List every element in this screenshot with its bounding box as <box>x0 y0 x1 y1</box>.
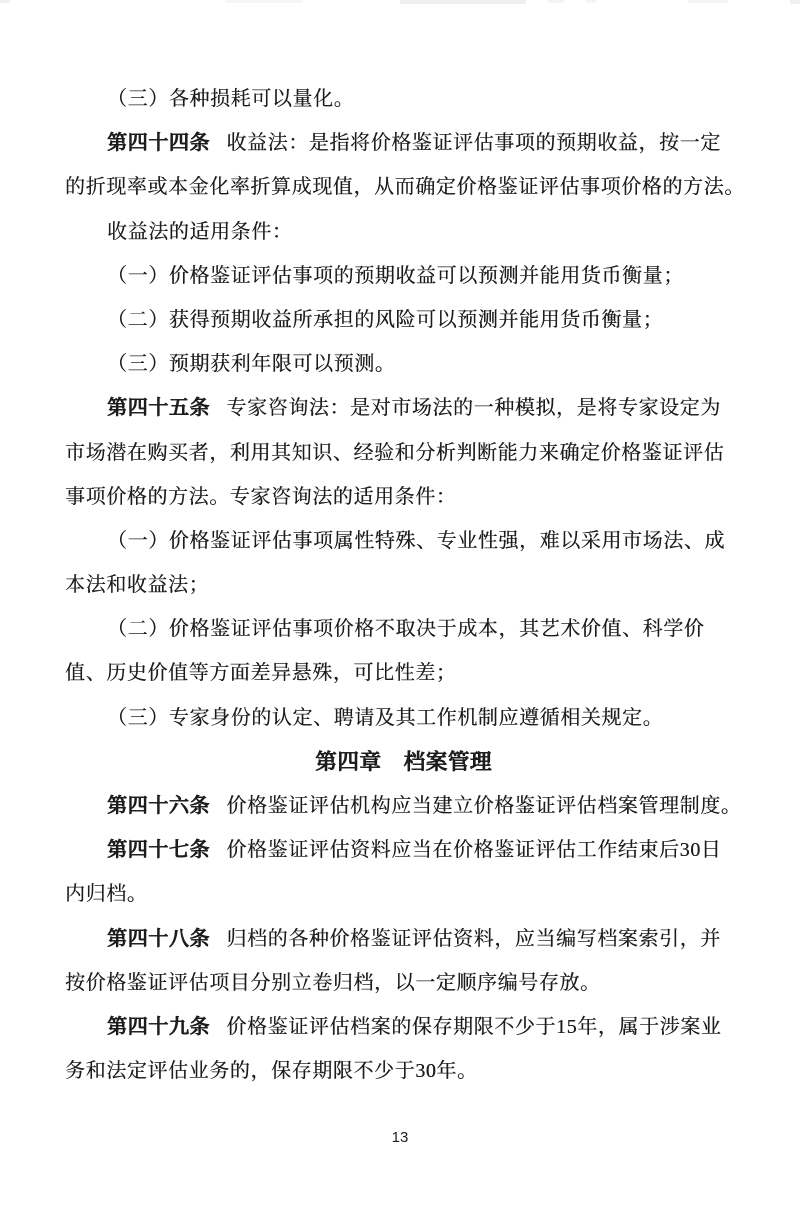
doc-line <box>65 386 742 430</box>
article-number: 第四十六条 <box>107 795 210 817</box>
doc-line <box>65 121 742 165</box>
line-text: 归档的各种价格鉴证评估资料，应当编写档案索引，并 <box>226 927 721 950</box>
doc-line: （二）获得预期收益所承担的风险可以预测并能用货币衡量； <box>107 308 664 331</box>
doc-line: 按价格鉴证评估项目分别立卷归档，以一定顺序编号存放。 <box>65 971 601 994</box>
scan-artifact <box>790 0 800 4</box>
article-number: 第四十七条 <box>107 839 210 862</box>
article-number: 第四十五条 <box>107 397 210 420</box>
scan-artifact <box>586 0 596 3</box>
doc-line: 值、历史价值等方面差异悬殊，可比性差； <box>65 662 457 685</box>
doc-line: （二）价格鉴证评估事项价格不取决于成本，其艺术价值、科学价 <box>107 618 705 641</box>
scan-artifact <box>400 0 526 4</box>
page-number: 13 <box>391 1129 409 1146</box>
article-number: 第四十九条 <box>107 1015 210 1038</box>
doc-line <box>65 1005 742 1049</box>
doc-line: 务和法定评估业务的，保存期限不少于30年。 <box>65 1060 478 1083</box>
article-number: 第四十八条 <box>107 927 210 950</box>
doc-line: （三）专家身份的认定、聘请及其工作机制应遵循相关规定。 <box>107 706 664 729</box>
doc-line <box>65 828 742 872</box>
line-text: 价格鉴证评估档案的保存期限不少于15年，属于涉案业 <box>226 1015 722 1038</box>
doc-line: 内归档。 <box>65 883 148 906</box>
doc-line: 市场潜在购买者，利用其知识、经验和分析判断能力来确定价格鉴证评估 <box>65 441 725 464</box>
scan-artifact <box>548 0 564 3</box>
line-text: 收益法：是指将价格鉴证评估事项的预期收益，按一定 <box>226 132 721 155</box>
doc-line <box>65 917 742 961</box>
doc-line: （三）预期获利年限可以预测。 <box>107 353 396 376</box>
doc-line: 收益法的适用条件： <box>107 220 293 243</box>
chapter-heading: 第四章 档案管理 <box>315 749 492 774</box>
doc-line: （三）各种损耗可以量化。 <box>107 88 355 110</box>
document-lines <box>65 77 745 1093</box>
doc-line: （一）价格鉴证评估事项的预期收益可以预测并能用货币衡量； <box>107 264 684 287</box>
doc-line: 的折现率或本金化率折算成现值，从而确定价格鉴证评估事项价格的方法。 <box>65 176 745 199</box>
document-body <box>65 77 745 1093</box>
article-number: 第四十四条 <box>107 132 210 155</box>
scan-artifact <box>688 0 728 3</box>
line-text: 价格鉴证评估资料应当在价格鉴证评估工作结束后30日 <box>226 839 722 862</box>
scan-artifact <box>225 0 303 3</box>
scan-artifact <box>0 0 10 3</box>
line-text: 专家咨询法：是对市场法的一种模拟，是将专家设定为 <box>226 397 721 420</box>
doc-line: （一）价格鉴证评估事项属性特殊、专业性强，难以采用市场法、成 <box>107 529 725 552</box>
doc-line: 本法和收益法； <box>65 574 210 597</box>
doc-line: 事项价格的方法。专家咨询法的适用条件： <box>65 485 457 508</box>
doc-line <box>65 784 742 828</box>
line-text: 价格鉴证评估机构应当建立价格鉴证评估档案管理制度。 <box>226 795 742 817</box>
